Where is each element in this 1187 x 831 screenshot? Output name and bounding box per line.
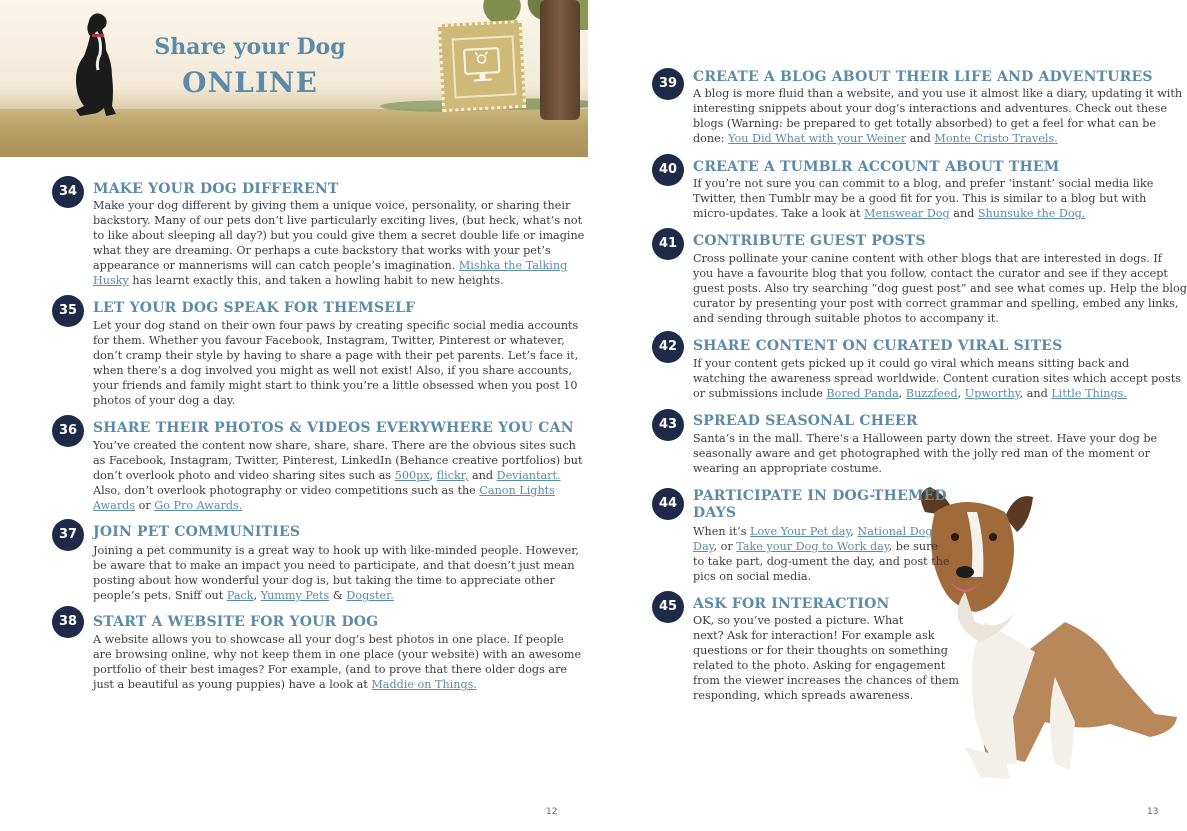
- item-title: [693, 488, 947, 522]
- body-text: you have a favourite blog that you follow, contact the curator and see if they accept: [693, 267, 1168, 280]
- body-line: [93, 228, 585, 243]
- dog-photo: [905, 482, 1180, 782]
- item-title: ASK FOR INTERACTION: [693, 596, 890, 612]
- body-text: , and: [1019, 387, 1052, 400]
- item-title: START A WEBSITE FOR YOUR DOG: [93, 614, 379, 630]
- body-text: has learnt exactly this, and taken a howling habit to new heights.: [128, 274, 504, 287]
- body-line: [693, 356, 1153, 371]
- item-title: JOIN PET COMMUNITIES: [93, 524, 301, 540]
- body-line: [693, 131, 1153, 146]
- body-text: questions or for their thoughts on something: [693, 644, 948, 657]
- body-text: and: [468, 469, 497, 482]
- body-text: Cross pollinate your canine content with other blogs that are interested in dogs. If: [693, 252, 1162, 265]
- banner-tree-trunk: [540, 0, 580, 120]
- inline-link[interactable]: flickr,: [436, 469, 469, 482]
- item-body: [93, 543, 579, 603]
- body-line: [693, 524, 933, 539]
- inline-link[interactable]: Deviantart.: [496, 469, 561, 482]
- inline-link[interactable]: Mishka the Talking: [458, 259, 568, 272]
- item-title: SPREAD SEASONAL CHEER: [693, 413, 918, 429]
- inline-link[interactable]: Bored Panda: [826, 387, 899, 400]
- computer-dog-icon: [454, 38, 511, 93]
- item-number-badge: 44: [652, 488, 684, 520]
- item-title: MAKE YOUR DOG DIFFERENT: [93, 181, 339, 197]
- body-text: , or: [713, 540, 737, 553]
- body-text: and sending through suitable photos to accompany it.: [693, 312, 999, 325]
- item-number-badge: 39: [652, 68, 684, 100]
- body-text: A website allows you to showcase all your dog’s best photos in one place. If people: [93, 633, 564, 646]
- body-line: [93, 632, 564, 647]
- body-line: [93, 677, 543, 692]
- item-body: [693, 86, 1183, 146]
- body-text: photos of your dog a day.: [93, 394, 236, 407]
- body-line: [693, 191, 1153, 206]
- title-line-1: Share your Dog: [154, 34, 346, 60]
- inline-link[interactable]: Shunsuke the Dog.: [977, 207, 1086, 220]
- inline-link[interactable]: Husky: [93, 274, 129, 287]
- inline-link[interactable]: Monte Cristo Travels.: [934, 132, 1058, 145]
- body-line: [693, 371, 1182, 386]
- item-body: [693, 176, 1153, 221]
- body-text: ,: [253, 589, 261, 602]
- body-text: , be sure: [888, 540, 939, 553]
- body-line: [93, 318, 579, 333]
- body-text: Also, don’t overlook photography or video competitions such as the: [93, 484, 480, 497]
- body-line: [93, 662, 568, 677]
- item-number-badge: 37: [52, 519, 84, 551]
- item-title: CONTRIBUTE GUEST POSTS: [693, 233, 926, 249]
- body-line: [93, 573, 555, 588]
- item-number-badge: 42: [652, 331, 684, 363]
- body-text: ,: [957, 387, 965, 400]
- body-text: be aware that to make an impact you need to participate, and that doesn’t just mean: [93, 559, 575, 572]
- body-text: for them. Whether you favour Facebook, Instagram, Twitter, Pinterest or whatever,: [93, 334, 565, 347]
- page-title: [150, 34, 350, 99]
- body-text: as Facebook, Instagram, Twitter, Pinterest, LinkedIn (Behance creative portfolios) but: [93, 454, 583, 467]
- body-line: [93, 213, 583, 228]
- body-text: related to the photo. Asking for engagement: [693, 659, 946, 672]
- inline-link[interactable]: Love Your Pet day: [750, 525, 851, 538]
- body-text: A blog is more fluid than a website, and you use it almost like a diary, updating it with: [693, 87, 1183, 100]
- body-line: [93, 543, 579, 558]
- inline-link[interactable]: You Did What with your Weiner: [728, 132, 907, 145]
- body-line: [93, 558, 575, 573]
- body-text: done:: [693, 132, 729, 145]
- body-line: [693, 266, 1168, 281]
- inline-link[interactable]: Day: [693, 540, 714, 553]
- body-line: [93, 378, 578, 393]
- body-text: or submissions include: [693, 387, 827, 400]
- body-text: or: [135, 499, 155, 512]
- page-number-left: 12: [546, 807, 558, 817]
- header-banner: [0, 0, 588, 157]
- body-line: [693, 628, 933, 643]
- inline-link[interactable]: Dogster.: [346, 589, 394, 602]
- page-number-right: 13: [1147, 807, 1159, 817]
- body-line: [693, 101, 1168, 116]
- body-text: &: [329, 589, 347, 602]
- body-text: seasonally aware and get photographed with the jolly red man of the moment or: [693, 447, 1150, 460]
- body-line: [93, 647, 582, 662]
- body-text: portfolio of their best images? For example, (and to prove that there older dogs are: [93, 663, 568, 676]
- body-line: [693, 86, 1183, 101]
- body-text: appearance or mannerisms will can catch people’s imagination.: [93, 259, 459, 272]
- inline-link[interactable]: Maddie on Things.: [371, 678, 477, 691]
- body-text: wearing an appropriate costume.: [693, 462, 882, 475]
- item-number-badge: 38: [52, 606, 84, 638]
- body-line: [693, 386, 1153, 401]
- body-text: people’s pets. Sniff out: [93, 589, 227, 602]
- body-text: If you’re not sure you can commit to a blog, and prefer ‘instant’ social media like: [693, 177, 1154, 190]
- body-text: and: [906, 132, 935, 145]
- body-line: [93, 243, 551, 258]
- body-line: [693, 116, 1157, 131]
- inline-link[interactable]: Upworthy: [964, 387, 1020, 400]
- body-text: just a beautiful as young puppies) have a look at: [93, 678, 372, 691]
- item-number-badge: 34: [52, 176, 84, 208]
- item-number-badge: 41: [652, 228, 684, 260]
- inline-link[interactable]: Yummy Pets: [260, 589, 330, 602]
- body-text: micro-updates. Take a look at: [693, 207, 865, 220]
- inline-link[interactable]: Menswear Dog: [864, 207, 950, 220]
- body-line: [93, 393, 543, 408]
- body-text: watching the awareness spread worldwide. Content curation sites which accept posts: [693, 372, 1182, 385]
- body-text: pics on social media.: [693, 570, 812, 583]
- body-line: [693, 688, 933, 703]
- body-text: You’ve created the content now share, share, share. There are the obvious sites such: [93, 439, 576, 452]
- item-body: [93, 318, 579, 408]
- inline-link[interactable]: Awards: [93, 499, 136, 512]
- item-title-line: PARTICIPATE IN DOG-THEMED: [693, 488, 947, 504]
- sitting-dog-image: [62, 10, 128, 120]
- item-number-badge: 36: [52, 415, 84, 447]
- body-text: If your content gets picked up it could go viral which means sitting back and: [693, 357, 1130, 370]
- item-title: SHARE CONTENT ON CURATED VIRAL SITES: [693, 338, 1063, 354]
- item-body: [93, 438, 583, 513]
- body-line: [93, 198, 571, 213]
- inline-link[interactable]: Buzzfeed: [905, 387, 958, 400]
- body-text: curator by presenting your post with correct grammar and spelling, embed any links,: [693, 297, 1179, 310]
- item-title: LET YOUR DOG SPEAK FOR THEMSELF: [93, 300, 416, 316]
- body-line: [693, 176, 1153, 191]
- item-body: [693, 524, 950, 584]
- body-line: [93, 438, 576, 453]
- item-body: [693, 251, 1187, 326]
- body-text: your friends and family might start to think you’re a little obsessed when you post 10: [93, 379, 578, 392]
- body-line: [693, 658, 946, 673]
- body-text: to like about sleeping all day?) but you could give them a secret double life or imagine: [93, 229, 585, 242]
- inline-link[interactable]: Go Pro Awards.: [154, 499, 243, 512]
- inline-link[interactable]: Canon Lights: [479, 484, 555, 497]
- body-text: Let your dog stand on their own four paws by creating specific social media accounts: [93, 319, 579, 332]
- item-number-badge: 35: [52, 295, 84, 327]
- body-text: and: [949, 207, 978, 220]
- body-line: [693, 446, 1153, 461]
- item-title: CREATE A BLOG ABOUT THEIR LIFE AND ADVENTURES: [693, 69, 1153, 85]
- body-text: don’t overlook photo and video sharing sites such as: [93, 469, 395, 482]
- body-text: to take part, dog-ument the day, and post the: [693, 555, 950, 568]
- body-text: posting about how wonderful your dog is, but taking the time to appreciate other: [93, 574, 555, 587]
- body-line: [693, 613, 933, 628]
- item-number-badge: 45: [652, 591, 684, 623]
- body-text: next? Ask for interaction! For example ask: [693, 629, 935, 642]
- body-line: [93, 588, 543, 603]
- body-text: ,: [850, 525, 858, 538]
- body-text: don’t cramp their style by having to share a page with their pet parents. Let’s face it,: [93, 349, 579, 362]
- body-line: [93, 498, 543, 513]
- body-line: [93, 363, 572, 378]
- item-body: [93, 632, 582, 692]
- body-line: [693, 554, 950, 569]
- body-line: [693, 431, 1158, 446]
- body-text: Twitter, then Tumblr may be a good fit for you. This is similar to a blog but with: [693, 192, 1147, 205]
- body-text: Santa’s in the mall. There’s a Halloween party down the street. Have your dog be: [693, 432, 1158, 445]
- item-number-badge: 43: [652, 409, 684, 441]
- body-text: backstory. Many of our pets don’t live particularly exciting lives, (but heck, what’s not: [93, 214, 583, 227]
- body-line: [693, 673, 960, 688]
- body-line: [93, 348, 579, 363]
- body-text: blogs (Warning: be prepared to get totally absorbed) to get a feel for what can be: [693, 117, 1157, 130]
- body-line: [93, 453, 583, 468]
- body-text: When it’s: [693, 525, 751, 538]
- item-body: [93, 198, 585, 288]
- item-number-badge: 40: [652, 154, 684, 186]
- inline-link[interactable]: Little Things.: [1051, 387, 1127, 400]
- body-text: guest posts. Also try searching “dog guest post” and see what comes up. Help the blog: [693, 282, 1187, 295]
- body-line: [693, 206, 1153, 221]
- body-text: responding, which spreads awareness.: [693, 689, 914, 702]
- body-text: are browsing online, why not keep them in one place (your website) with an awesome: [93, 648, 582, 661]
- inline-link[interactable]: National Dog: [857, 525, 933, 538]
- body-line: [693, 569, 928, 584]
- body-line: [693, 461, 1153, 476]
- body-line: [693, 281, 1187, 296]
- body-text: ,: [898, 387, 906, 400]
- body-line: [93, 333, 565, 348]
- item-body: [693, 431, 1158, 476]
- stamp-icon: [438, 20, 526, 112]
- body-text: ,: [429, 469, 437, 482]
- body-text: Joining a pet community is a great way to hook up with like-minded people. However,: [93, 544, 579, 557]
- body-line: [93, 273, 543, 288]
- body-line: [693, 296, 1179, 311]
- inline-link[interactable]: Pack: [226, 589, 254, 602]
- inline-link[interactable]: 500px: [394, 469, 430, 482]
- body-text: interesting snippets about your dog’s interactions and adventures. Check out these: [693, 102, 1168, 115]
- item-body: [693, 356, 1182, 401]
- item-body: [693, 613, 960, 703]
- body-line: [693, 311, 1153, 326]
- body-text: from the viewer increases the chances of them: [693, 674, 960, 687]
- body-text: OK, so you’ve posted a picture. What: [693, 614, 904, 627]
- body-line: [93, 483, 555, 498]
- body-text: what they are dreaming. Or perhaps a cute backstory that works with your pet’s: [93, 244, 551, 257]
- body-line: [693, 643, 948, 658]
- body-line: [693, 539, 939, 554]
- item-title-line: DAYS: [693, 505, 737, 521]
- inline-link[interactable]: Take your Dog to Work day: [736, 540, 889, 553]
- body-text: when there’s a dog involved you might as well not exist! Also, if you share accounts,: [93, 364, 572, 377]
- body-line: [93, 468, 561, 483]
- body-text: Make your dog different by giving them a unique voice, personality, or sharing their: [93, 199, 571, 212]
- stamp-frame: [452, 35, 517, 98]
- item-title: CREATE A TUMBLR ACCOUNT ABOUT THEM: [693, 159, 1060, 175]
- title-line-2: ONLINE: [182, 66, 318, 99]
- body-line: [93, 258, 568, 273]
- body-line: [693, 251, 1162, 266]
- left-page: [0, 0, 588, 831]
- item-title: SHARE THEIR PHOTOS & VIDEOS EVERYWHERE YOU CAN: [93, 420, 574, 436]
